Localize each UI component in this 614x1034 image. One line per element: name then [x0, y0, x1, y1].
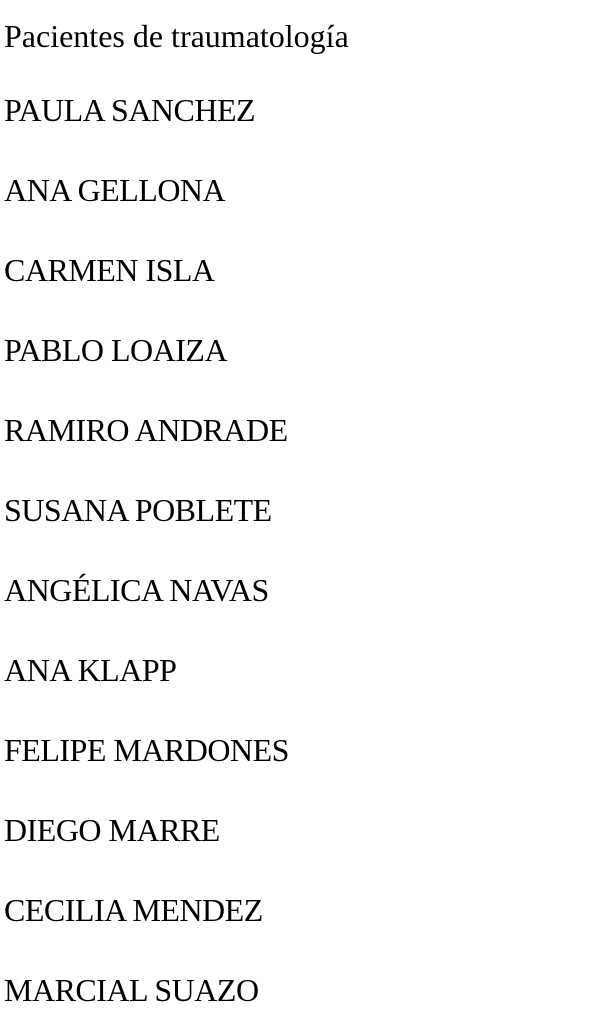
patient-name: PAULA SANCHEZ	[4, 92, 256, 128]
patient-name: ANA KLAPP	[4, 652, 177, 688]
patient-name: CARMEN ISLA	[4, 252, 215, 288]
patient-name: DIEGO MARRE	[4, 812, 220, 848]
patient-name: CECILIA MENDEZ	[4, 892, 263, 928]
patient-name: RAMIRO ANDRADE	[4, 412, 288, 448]
patient-name: PABLO LOAIZA	[4, 332, 228, 368]
patient-name: MARCIAL SUAZO	[4, 972, 259, 1008]
page-title: Pacientes de traumatología	[4, 18, 349, 54]
patient-name: ANA GELLONA	[4, 172, 226, 208]
patient-name: FELIPE MARDONES	[4, 732, 289, 768]
patient-name: ANGÉLICA NAVAS	[4, 572, 269, 608]
patient-name: SUSANA POBLETE	[4, 492, 272, 528]
